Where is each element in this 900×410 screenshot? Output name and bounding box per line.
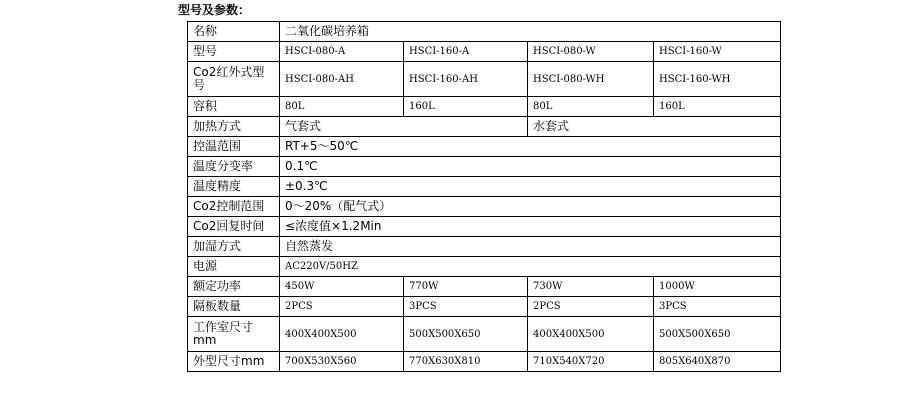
spec-value: ±0.3℃ (280, 177, 781, 197)
spec-value: HSCI-080-AH (280, 62, 404, 97)
spec-row (188, 257, 781, 277)
spec-row (188, 317, 781, 352)
spec-value: 气套式 (280, 117, 528, 137)
spec-value: 0～20%（配气式） (280, 197, 781, 217)
spec-value: 80L (528, 97, 654, 117)
spec-row (188, 137, 781, 157)
spec-row (188, 42, 781, 62)
spec-value: 3PCS (654, 297, 781, 317)
spec-row (188, 352, 781, 372)
spec-label: 加湿方式 (188, 237, 280, 257)
spec-table (187, 21, 781, 372)
spec-row (188, 22, 781, 42)
spec-label: 温度精度 (188, 177, 280, 197)
spec-row (188, 277, 781, 297)
spec-value: 2PCS (280, 297, 404, 317)
spec-value: 160L (404, 97, 528, 117)
spec-value: 0.1℃ (280, 157, 781, 177)
spec-value: 770X630X810 (404, 352, 528, 372)
spec-row (188, 157, 781, 177)
spec-label: 额定功率 (188, 277, 280, 297)
spec-value: RT+5～50℃ (280, 137, 781, 157)
spec-row (188, 97, 781, 117)
spec-value: 二氧化碳培养箱 (280, 22, 781, 42)
spec-value: 400X400X500 (280, 317, 404, 352)
spec-value: 730W (528, 277, 654, 297)
spec-value: 770W (404, 277, 528, 297)
spec-value: 160L (654, 97, 781, 117)
spec-value: ≤浓度值×1.2Min (280, 217, 781, 237)
spec-value: 水套式 (528, 117, 781, 137)
spec-row (188, 197, 781, 217)
spec-value: 710X540X720 (528, 352, 654, 372)
spec-value: HSCI-080-WH (528, 62, 654, 97)
spec-value: 80L (280, 97, 404, 117)
spec-value: 400X400X500 (528, 317, 654, 352)
spec-row (188, 62, 781, 97)
spec-value: 700X530X560 (280, 352, 404, 372)
spec-row (188, 297, 781, 317)
spec-value: HSCI-080-A (280, 42, 404, 62)
spec-value: 450W (280, 277, 404, 297)
spec-value: 3PCS (404, 297, 528, 317)
spec-label: Co2回复时间 (188, 217, 280, 237)
spec-row (188, 177, 781, 197)
spec-label: 温度分变率 (188, 157, 280, 177)
spec-value: 1000W (654, 277, 781, 297)
spec-row (188, 117, 781, 137)
spec-label: 容积 (188, 97, 280, 117)
spec-value: HSCI-160-WH (654, 62, 781, 97)
spec-value: AC220V/50HZ (280, 257, 781, 277)
spec-value: HSCI-160-AH (404, 62, 528, 97)
spec-label: 隔板数量 (188, 297, 280, 317)
section-heading: 型号及参数： (178, 3, 251, 17)
spec-label: 名称 (188, 22, 280, 42)
spec-row (188, 237, 781, 257)
spec-value: 500X500X650 (654, 317, 781, 352)
spec-value: 自然蒸发 (280, 237, 781, 257)
spec-label: 外型尺寸mm (188, 352, 280, 372)
spec-value: 805X640X870 (654, 352, 781, 372)
spec-label: 电源 (188, 257, 280, 277)
spec-label: Co2红外式型号 (188, 62, 280, 97)
spec-label: 工作室尺寸mm (188, 317, 280, 352)
spec-label: 加热方式 (188, 117, 280, 137)
spec-label: 控温范围 (188, 137, 280, 157)
spec-value: HSCI-160-W (654, 42, 781, 62)
spec-label: Co2控制范围 (188, 197, 280, 217)
spec-label: 型号 (188, 42, 280, 62)
spec-value: 2PCS (528, 297, 654, 317)
spec-value: HSCI-160-A (404, 42, 528, 62)
spec-value: HSCI-080-W (528, 42, 654, 62)
spec-row (188, 217, 781, 237)
spec-value: 500X500X650 (404, 317, 528, 352)
